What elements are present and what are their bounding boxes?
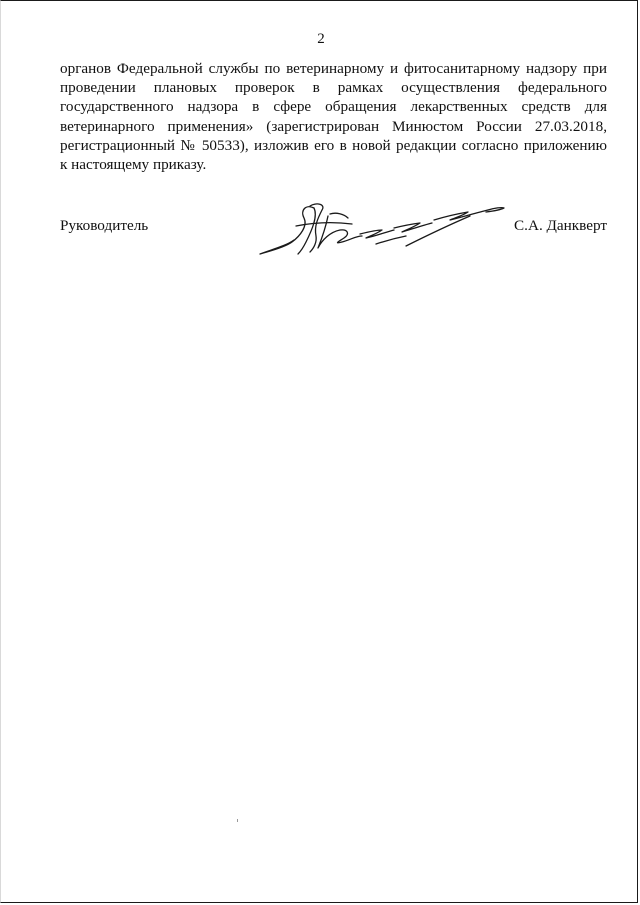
- body-line-2: проведении плановых проверок в рамках осуществления федерального: [60, 79, 607, 97]
- body-line-6: к настоящему приказу.: [60, 156, 207, 174]
- signatory-name: С.А. Данкверт: [514, 217, 607, 234]
- body-line-1: органов Федеральной службы по ветеринарному и фитосанитарному надзору при: [60, 60, 607, 77]
- signatory-role: Руководитель: [60, 217, 149, 234]
- body-paragraph: [60, 59, 607, 174]
- body-line-3: государственного надзора в сфере обращения лекарственных средств для: [60, 98, 607, 116]
- body-line-4: ветеринарного применения» (зарегистрирован Минюстом России 27.03.2018,: [60, 117, 607, 135]
- scan-speck: [237, 819, 238, 822]
- body-line-5: регистрационный № 50533), изложив его в новой редакции согласно приложению: [60, 136, 607, 154]
- handwritten-signature: [256, 196, 506, 261]
- page-number: 2: [317, 31, 325, 47]
